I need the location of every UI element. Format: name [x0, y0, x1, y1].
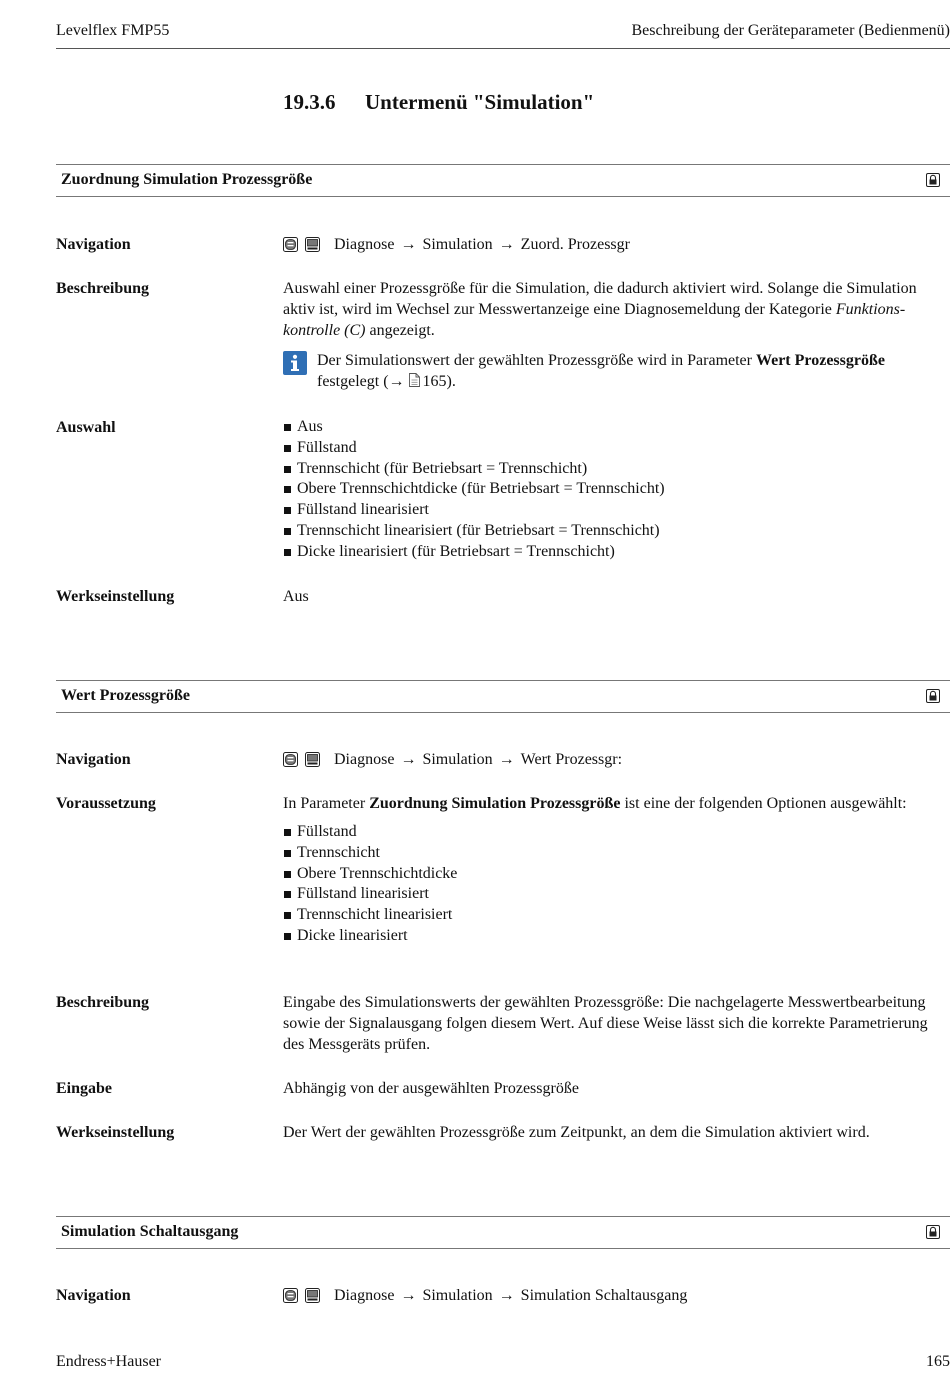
nav-arrow: →	[400, 236, 417, 253]
nav-arrow: →	[498, 236, 515, 253]
list-item: Dicke linearisiert (für Betriebsart = Trennschicht)	[283, 542, 950, 563]
list-item: Füllstand	[283, 822, 950, 843]
option-list	[283, 417, 950, 563]
display-icon	[305, 237, 320, 252]
list-item: Füllstand	[283, 438, 950, 459]
voraussetzung-label: Voraussetzung	[56, 795, 156, 812]
werkseinstellung-value: Der Wert der gewählten Prozessgröße zum Zeitpunkt, an dem die Simulation aktiviert wird.	[283, 1124, 870, 1141]
navigation-path	[283, 749, 950, 770]
header-product-name: Levelflex FMP55	[56, 22, 170, 39]
auswahl-label: Auswahl	[56, 419, 116, 436]
list-item: Obere Trennschichtdicke (für Betriebsart = Trennschicht)	[283, 479, 950, 500]
werkseinstellung-label: Werkseinstellung	[56, 588, 175, 605]
nav-arrow: →	[498, 1287, 515, 1304]
section-title: Untermenü "Simulation"	[365, 90, 595, 114]
section-heading: Wert Prozessgröße	[61, 687, 190, 704]
description-text: Auswahl einer Prozessgröße für die Simulation, die dadurch aktiviert wird. Solange die Simulation aktiv ist, wird im Wechsel zur Messwertanzeige eine Diagnosemeldung der Kategorie Funktionskontrolle (C) angezeigt.	[283, 280, 917, 339]
section-heading: Simulation Schaltausgang	[61, 1223, 239, 1240]
navigation-path	[283, 1285, 950, 1306]
werkseinstellung-value: Aus	[283, 588, 309, 605]
list-item: Dicke linearisiert	[283, 926, 950, 947]
lock-icon	[926, 689, 940, 703]
list-item: Trennschicht	[283, 843, 950, 864]
lock-icon	[926, 173, 940, 187]
keypad-icon	[283, 752, 298, 767]
eingabe-label: Eingabe	[56, 1080, 113, 1097]
navigation-label: Navigation	[56, 1287, 131, 1304]
option-list	[283, 822, 950, 947]
eingabe-value: Abhängig von der ausgewählten Prozessgröße	[283, 1080, 579, 1097]
nav-step: Simulation	[422, 1287, 493, 1304]
category-name: Funktionskontrolle (C)	[283, 301, 906, 339]
display-icon	[305, 1288, 320, 1303]
section-bar-schaltausgang	[56, 1216, 950, 1249]
list-item: Füllstand linearisiert	[283, 884, 950, 905]
list-item: Trennschicht (für Betriebsart = Trennschicht)	[283, 459, 950, 480]
page-title	[283, 89, 594, 115]
nav-step: Diagnose	[334, 1287, 395, 1304]
parameter-reference: Zuordnung Simulation Prozessgröße	[369, 795, 621, 812]
beschreibung-content	[283, 278, 950, 392]
section-number: 19.3.6	[283, 90, 336, 114]
list-item: Aus	[283, 417, 950, 438]
beschreibung-label: Beschreibung	[56, 994, 150, 1011]
nav-step: Simulation	[422, 236, 493, 253]
keypad-icon	[283, 1288, 298, 1303]
beschreibung-label: Beschreibung	[56, 280, 150, 297]
parameter-reference: Wert Prozessgröße	[755, 352, 885, 369]
werkseinstellung-label: Werkseinstellung	[56, 1124, 175, 1141]
display-icon	[305, 752, 320, 767]
nav-arrow: →	[498, 751, 515, 768]
header-chapter-title: Beschreibung der Geräteparameter (Bedienmenü)	[631, 22, 950, 39]
beschreibung-text: Eingabe des Simulationswerts der gewählten Prozessgröße: Die nachgelagerte Messwertbearbeitung sowie der Signalausgang folgen diesem Wert. Auf diese Weise lässt sich die korrekte Parametrierung des Messgeräts prüfen.	[283, 994, 928, 1053]
nav-step: Simulation Schaltausgang	[520, 1287, 688, 1304]
auswahl-content	[283, 417, 950, 563]
header-rule	[56, 48, 950, 49]
nav-arrow: →	[400, 1287, 417, 1304]
nav-step: Wert Prozessgr:	[520, 751, 623, 768]
page-reference[interactable]: 165	[422, 373, 447, 390]
voraussetzung-content	[283, 793, 950, 947]
list-item: Trennschicht linearisiert	[283, 905, 950, 926]
info-note: Der Simulationswert der gewählten Prozessgröße wird in Parameter Wert Prozessgröße festgelegt (→ 165).	[283, 350, 950, 392]
list-item: Trennschicht linearisiert (für Betriebsart = Trennschicht)	[283, 521, 950, 542]
section-bar-zuordnung	[56, 164, 950, 197]
footer-page-number: 165	[926, 1353, 950, 1370]
navigation-label: Navigation	[56, 751, 131, 768]
info-icon	[283, 351, 307, 375]
page-icon	[409, 373, 420, 387]
nav-step: Diagnose	[334, 236, 395, 253]
nav-arrow: →	[400, 751, 417, 768]
nav-step: Diagnose	[334, 751, 395, 768]
nav-step: Zuord. Prozessgr	[520, 236, 630, 253]
lock-icon	[926, 1225, 940, 1239]
list-item: Füllstand linearisiert	[283, 500, 950, 521]
navigation-path	[283, 234, 950, 255]
keypad-icon	[283, 237, 298, 252]
section-heading: Zuordnung Simulation Prozessgröße	[61, 171, 313, 188]
nav-step: Simulation	[422, 751, 493, 768]
list-item: Obere Trennschichtdicke	[283, 864, 950, 885]
navigation-label: Navigation	[56, 236, 131, 253]
footer-company: Endress+Hauser	[56, 1353, 161, 1370]
section-bar-wert	[56, 680, 950, 713]
prerequisite-text: In Parameter Zuordnung Simulation Prozessgröße ist eine der folgenden Optionen ausgewählt:	[283, 795, 907, 812]
